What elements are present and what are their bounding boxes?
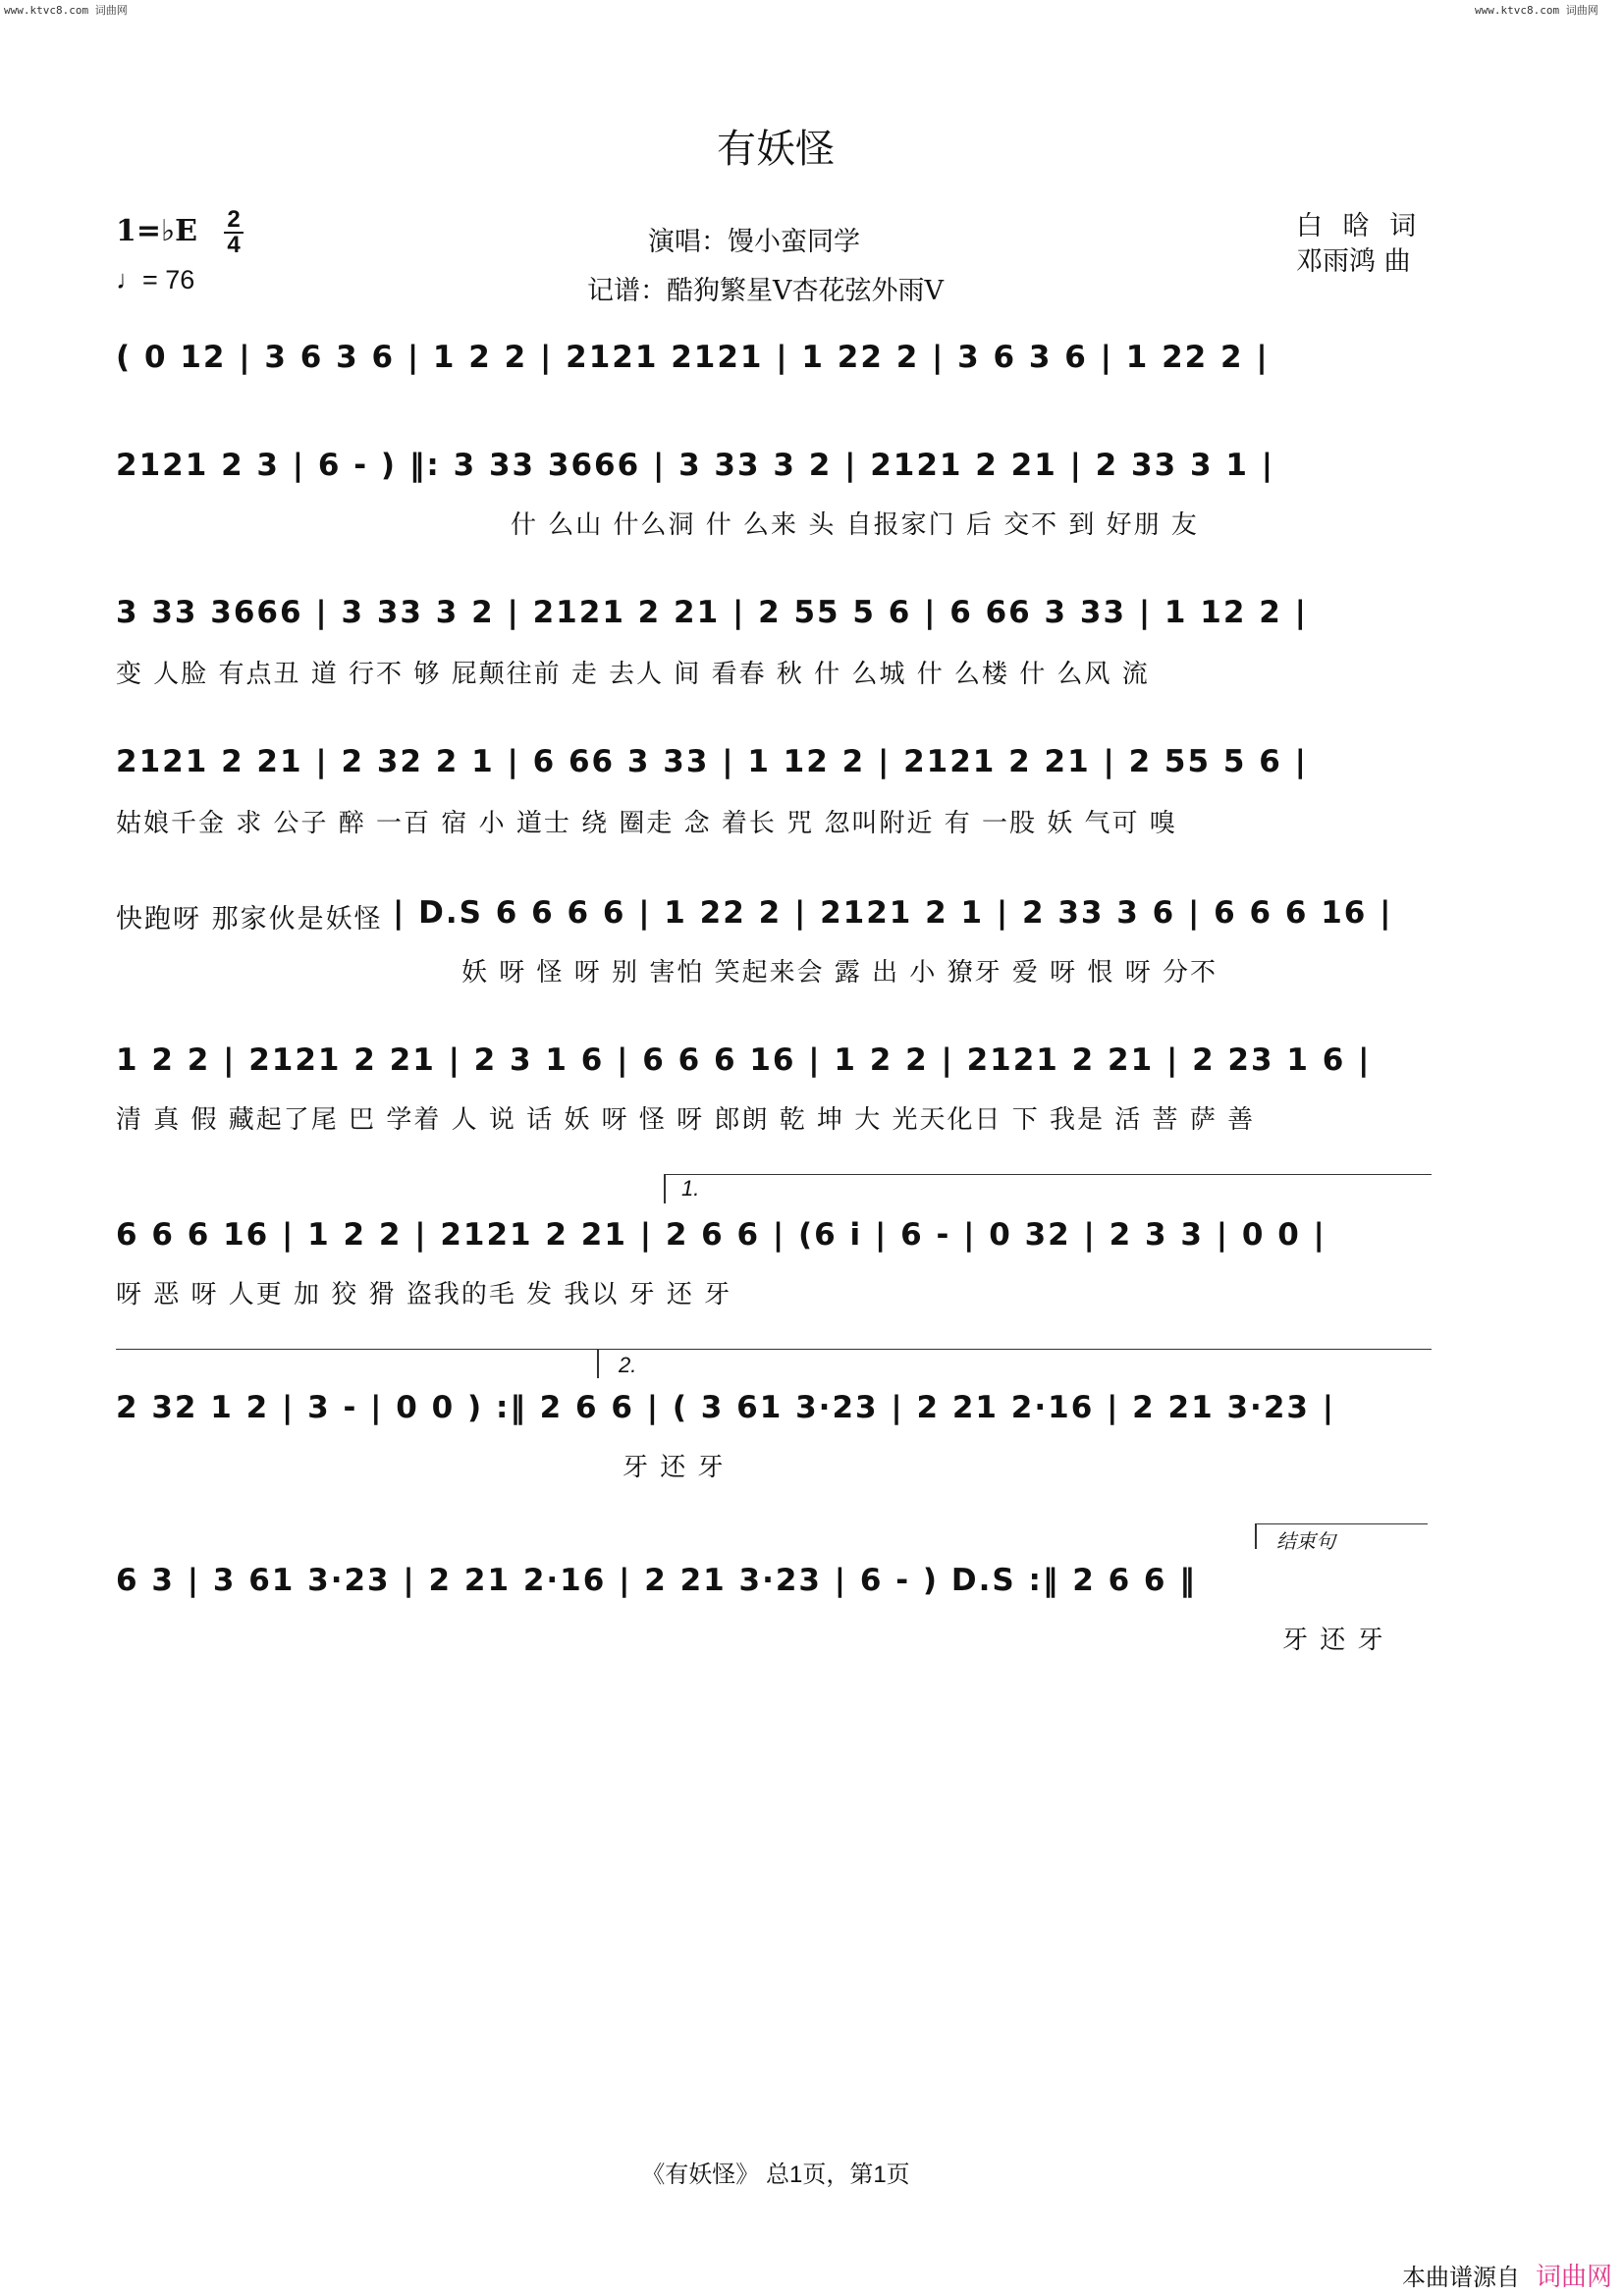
score-line-5: | D.S 6 6 6 6 | 1 22 2 | 2121 2 1 | 2 33 3 6 | 6 6 6 16 |: [393, 895, 1393, 931]
lyric-prefix: 快跑呀 那家伙是妖怪: [116, 904, 383, 934]
watermark-bottom-text: 本曲谱源自: [1402, 2265, 1520, 2291]
ending-tick: [1255, 1523, 1257, 1549]
lyrics-line-3: 变 人脸 有点丑 道 行不 够 屁颠往前 走 去人 间 看春 秋 什 么城 什 么楼 什 么风 流: [116, 660, 1150, 689]
composer-credit: 邓雨鸿 曲: [1296, 246, 1411, 277]
score-line-6: 1 2 2 | 2121 2 21 | 2 3 1 6 | 6 6 6 16 | 1 2 2 | 2121 2 21 | 2 23 1 6 |: [116, 1042, 1372, 1078]
watermark-bottom-brand: 词曲网: [1536, 2262, 1613, 2291]
score-line-9: 6 3 | 3 61 3·23 | 2 21 2·16 | 2 21 3·23 | 6 - ) D.S :‖ 2 6 6 ‖: [116, 1563, 1197, 1598]
ending-label: 结束句: [1276, 1531, 1335, 1553]
transcriber-credit: 记谱：酷狗繁星V杏花弦外雨V: [587, 276, 944, 306]
page-title: 有妖怪: [717, 127, 835, 172]
key-signature: 1=♭E: [116, 214, 198, 248]
score-line-1: ( 0 12 | 3 6 3 6 | 1 2 2 | 2121 2121 | 1 22 2 | 3 6 3 6 | 1 22 2 |: [116, 340, 1270, 375]
volta-2-label: 2.: [619, 1353, 637, 1377]
score-line-8: 2 32 1 2 | 3 - | 0 0 ) :‖ 2 6 6 | ( 3 61 3·23 | 2 21 2·16 | 2 21 3·23 |: [116, 1390, 1336, 1425]
lyrics-line-8: 牙 还 牙: [623, 1453, 726, 1482]
lyrics-line-7: 呀 恶 呀 人更 加 狡 猾 盗我的毛 发 我以 牙 还 牙: [116, 1280, 732, 1309]
volta-1-tick: [664, 1174, 666, 1203]
volta-2-bracket: [597, 1349, 1432, 1350]
volta-2-tick: [597, 1349, 599, 1378]
score-line-4: 2121 2 21 | 2 32 2 1 | 6 66 3 33 | 1 12 2 | 2121 2 21 | 2 55 5 6 |: [116, 744, 1308, 779]
score-line-3: 3 33 3666 | 3 33 3 2 | 2121 2 21 | 2 55 5 6 | 6 66 3 33 | 1 12 2 |: [116, 595, 1308, 630]
tempo-marking: ♩= 76: [116, 265, 195, 294]
lyrics-line-2: 什 么山 什么洞 什 么来 头 自报家门 后 交不 到 好朋 友: [511, 510, 1199, 540]
staff-rule-left: [116, 1349, 597, 1350]
singer-credit: 演唱：馒小蛮同学: [648, 227, 860, 257]
watermark-top-left: www.ktvc8.com 词曲网: [4, 4, 128, 17]
score-line-7: 6 6 6 16 | 1 2 2 | 2121 2 21 | 2 6 6 | (6 i | 6 - | 0 32 | 2 3 3 | 0 0 |: [116, 1217, 1326, 1253]
score-line-2: 2121 2 3 | 6 - ) ‖: 3 33 3666 | 3 33 3 2 | 2121 2 21 | 2 33 3 1 |: [116, 448, 1275, 483]
lyrics-line-9: 牙 还 牙: [1282, 1626, 1385, 1655]
lyrics-line-5: 妖 呀 怪 呀 别 害怕 笑起来会 露 出 小 獠牙 爱 呀 恨 呀 分不: [461, 958, 1218, 988]
watermark-top-right: www.ktvc8.com 词曲网: [1475, 4, 1598, 17]
lyricist-credit: 白 晗 词: [1296, 211, 1423, 241]
time-signature: [224, 208, 244, 257]
lyrics-line-4: 姑娘千金 求 公子 醉 一百 宿 小 道士 绕 圈走 念 着长 咒 忽叫附近 有 一股 妖 气可 嗅: [116, 809, 1177, 838]
ending-bracket: [1255, 1523, 1428, 1524]
time-signature-denominator: 4: [227, 232, 241, 258]
volta-1-label: 1.: [681, 1176, 700, 1201]
lyrics-line-6: 清 真 假 藏起了尾 巴 学着 人 说 话 妖 呀 怪 呀 郎朗 乾 坤 大 光天化日 下 我是 活 菩 萨 善: [116, 1105, 1256, 1135]
volta-1-bracket: [664, 1174, 1432, 1175]
page-footer: 《有妖怪》 总1页，第1页: [641, 2162, 910, 2188]
time-signature-numerator: 2: [227, 206, 241, 233]
